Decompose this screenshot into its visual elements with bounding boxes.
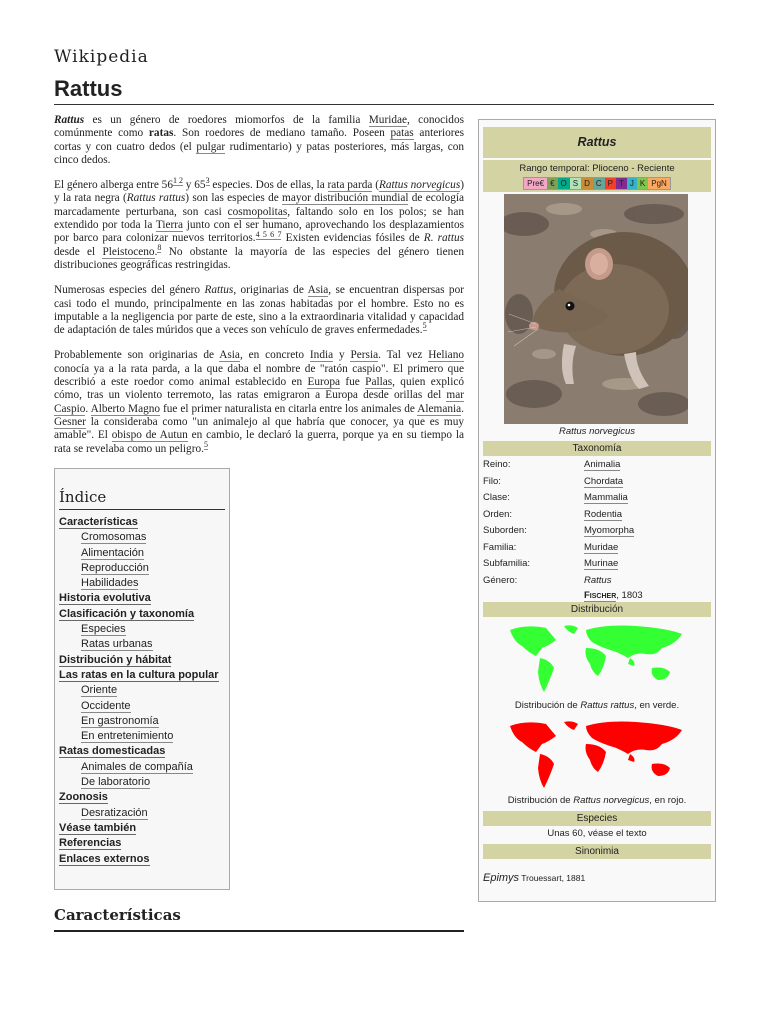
toc-item[interactable]: [81, 576, 225, 591]
link-gesner[interactable]: Gesner: [54, 415, 86, 428]
paragraph-origin: [54, 349, 464, 455]
link-persia[interactable]: Persia: [350, 349, 379, 362]
world-map-green: [506, 622, 688, 696]
toc-item-label: Distribución y hábitat: [59, 653, 172, 666]
section-heading-caracteristicas: Características: [54, 906, 464, 932]
text: Rattus norvegicus: [573, 795, 650, 806]
toc-item[interactable]: [59, 591, 225, 606]
toc-item-label: Cromosomas: [81, 531, 147, 544]
table-of-contents: [54, 468, 230, 890]
toc-item-label: En gastronomía: [81, 714, 159, 727]
toc-list: [59, 515, 225, 867]
toc-item-label: De laboratorio: [81, 776, 151, 789]
toc-item-label: Ratas urbanas: [81, 638, 153, 651]
page-title: Rattus: [54, 76, 123, 101]
ref-3[interactable]: 3: [205, 176, 210, 186]
taxonomy-rank: Género:: [483, 574, 518, 586]
text: , conocidos comúnmente como: [54, 114, 464, 140]
geologic-timescale: [523, 177, 671, 190]
text: Existen evidencias fósiles de: [281, 232, 424, 245]
text: fue el primer naturalista en citarla entre los animales de: [160, 402, 418, 415]
taxonomy-value[interactable]: Mammalia: [584, 492, 628, 503]
taxonomy-row: [483, 507, 711, 524]
text: Rattus norvegicus: [378, 179, 461, 192]
toc-item-label: Historia evolutiva: [59, 592, 151, 605]
link-rata-parda[interactable]: rata parda: [327, 179, 373, 192]
link-alberto-magno[interactable]: Alberto Magno: [90, 402, 161, 415]
rat-photo[interactable]: [504, 194, 688, 424]
ref-5b[interactable]: 5: [203, 439, 208, 449]
link-pleistoceno[interactable]: Pleistoceno: [102, 245, 155, 258]
toc-item[interactable]: [59, 653, 225, 668]
link-rattus-norvegicus[interactable]: [379, 179, 460, 192]
taxonomy-table: [483, 457, 711, 589]
text: No obstante la mayoría de las especies del género tienen distribuciones geográficas restringidas.: [54, 245, 464, 271]
ref-5[interactable]: 5: [422, 321, 427, 331]
paragraph-dispersion: [54, 284, 464, 337]
text: ) y la rata negra (: [54, 179, 464, 205]
synonym-author: Trouessart, 1881: [519, 873, 586, 883]
paragraph-species: [54, 176, 465, 272]
text: , originarias de: [233, 284, 308, 297]
term-rattus-rattus: Rattus rattus: [126, 192, 186, 205]
toc-item-label: Enlaces externos: [59, 852, 150, 865]
toc-item[interactable]: [59, 744, 225, 759]
infobox-title: Rattus: [483, 127, 711, 158]
text: Distribución de: [507, 795, 574, 806]
link-pallas[interactable]: Pallas: [365, 376, 393, 389]
toc-item-label: Ratas domesticadas: [59, 745, 166, 758]
taxonomy-value[interactable]: Myomorpha: [584, 525, 635, 536]
authority-name[interactable]: Fischer: [584, 590, 617, 601]
toc-item-label: Clasificación y taxonomía: [59, 607, 195, 620]
toc-item-label: Animales de compañía: [81, 760, 193, 773]
text: Rattus rattus: [580, 700, 635, 711]
toc-title: Índice: [59, 488, 225, 510]
text: Probablemente son originarias de: [54, 349, 220, 362]
text: . Tal vez: [378, 349, 429, 362]
text: rudimentario) y patas posteriores, más largas, con cinco dedos.: [54, 140, 465, 166]
infobox: [478, 119, 716, 902]
term-r-rattus: R. rattus: [423, 232, 465, 245]
toc-item[interactable]: [81, 729, 225, 744]
link-india[interactable]: India: [309, 349, 334, 362]
ref-8[interactable]: 8: [157, 242, 162, 252]
taxonomy-row: [483, 573, 711, 590]
text: junto con el ser humano, aprovechando los desplazamientos por barco para colonizar nuevos territorios.: [54, 219, 464, 245]
toc-item-label: Características: [59, 516, 138, 528]
synonym-name: Epimys: [483, 872, 520, 884]
toc-item[interactable]: [81, 699, 225, 714]
toc-item[interactable]: [81, 561, 225, 576]
text: especies. Dos de ellas, la: [209, 179, 328, 192]
link-distribucion[interactable]: mayor distribución mundial: [282, 192, 409, 205]
toc-item[interactable]: [59, 852, 225, 867]
toc-item[interactable]: [59, 836, 225, 851]
toc-item[interactable]: [81, 683, 225, 698]
timescale-segment[interactable]: PgN: [648, 178, 670, 189]
text: .: [154, 245, 158, 258]
species-text: Unas 60, véase el texto: [547, 828, 647, 839]
text: de ecología marcadamente perturbana, son casi: [54, 192, 464, 218]
text: conocía ya a la rata parda, a la que daba el nombre de "ratón caspio". El primero que describió a este roedor como animal establecido en: [54, 362, 464, 389]
link-asia[interactable]: Asia: [307, 284, 329, 297]
timescale-segment[interactable]: S: [570, 178, 581, 189]
toc-item[interactable]: [59, 668, 225, 683]
term-rattus: Rattus: [204, 284, 234, 297]
text: , quien explicó cómo, tras un violento terremoto, las ratas emigraron a Europa desde orillas del: [54, 376, 464, 402]
taxonomy-rank: Filo:: [483, 475, 501, 487]
taxonomy-row: [483, 523, 711, 540]
text: anteriores cortas y con cuatro dedos (el: [54, 127, 464, 153]
taxonomy-row: [483, 540, 711, 557]
species-heading: Especies: [483, 811, 711, 826]
text: y: [333, 349, 351, 362]
term-rattus: Rattus: [54, 114, 85, 126]
toc-item-label: Habilidades: [81, 577, 139, 590]
taxonomy-rank: Orden:: [483, 508, 513, 520]
toc-item[interactable]: [81, 775, 225, 790]
synonymy-heading: Sinonimia: [483, 844, 711, 859]
article-body: [54, 114, 464, 468]
link-muridae[interactable]: Muridae: [368, 114, 408, 126]
text: , en concreto: [239, 349, 310, 362]
text: la consideraba como "un animalejo al que habría que conocer, ya que es muy amable". El: [54, 415, 464, 442]
taxonomy-value[interactable]: Rodentia: [584, 508, 623, 520]
text: El género alberga entre 56: [54, 179, 173, 192]
text: .: [85, 402, 91, 415]
link-heliano[interactable]: Heliano: [428, 349, 464, 362]
toc-item-label: Las ratas en la cultura popular: [59, 668, 219, 681]
term-ratas: ratas: [148, 127, 174, 140]
timescale-segment[interactable]: K: [637, 178, 648, 189]
taxonomy-row: [483, 457, 711, 474]
temporal-range: [483, 160, 711, 192]
text: fue: [340, 376, 366, 389]
taxonomy-row: [483, 474, 711, 491]
authority-year: , 1803: [616, 590, 643, 601]
toc-item[interactable]: [81, 546, 225, 561]
toc-item[interactable]: [59, 790, 225, 805]
temporal-range-label: Rango temporal: Plioceno - Reciente: [519, 163, 675, 174]
toc-item-label: Referencias: [59, 837, 122, 850]
text: Distribución de: [514, 700, 581, 711]
text: . Son roedores de mediano tamaño. Poseen: [173, 127, 391, 140]
text: (: [372, 179, 379, 192]
toc-item-label: En entretenimiento: [81, 730, 174, 743]
ref-4-7[interactable]: 4 5 6 7: [255, 229, 282, 239]
link-pulgar[interactable]: pulgar: [196, 140, 226, 153]
taxonomy-row: [483, 490, 711, 507]
timescale-segment[interactable]: T: [616, 178, 627, 189]
toc-item-label: Zoonosis: [59, 791, 108, 804]
rat-photo-image: [504, 194, 688, 424]
map1-caption: [483, 700, 711, 711]
synonym-entry: [483, 872, 585, 884]
taxonomy-heading: Taxonomía: [483, 441, 711, 456]
photo-caption-text: Rattus norvegicus: [558, 426, 636, 437]
toc-item[interactable]: [81, 530, 225, 545]
timescale-segment[interactable]: D: [581, 178, 593, 189]
text: , en verde.: [634, 700, 680, 711]
logo-text: Wikipedia: [54, 47, 149, 67]
toc-item[interactable]: [59, 607, 225, 622]
toc-item[interactable]: [59, 821, 225, 836]
link-cosmopolitas[interactable]: cosmopolitas: [227, 205, 288, 218]
taxonomy-value[interactable]: Muridae: [584, 541, 619, 553]
taxonomy-rank: Subfamilia:: [483, 558, 530, 569]
timescale-segment[interactable]: €: [547, 178, 557, 189]
link-mar-caspio[interactable]: mar Caspio: [54, 389, 464, 415]
timescale-segment[interactable]: P: [605, 178, 616, 189]
toc-item[interactable]: [81, 637, 225, 652]
taxonomy-rank: Suborden:: [483, 525, 527, 536]
text: , faltando solo en los polos; se han extendido por toda la: [54, 205, 464, 232]
toc-item[interactable]: [59, 515, 225, 530]
taxonomy-rank: Clase:: [483, 492, 510, 503]
toc-item-label: Desratización: [81, 806, 148, 819]
toc-item-label: Véase también: [59, 821, 137, 834]
text: .: [461, 402, 464, 415]
toc-item-label: Especies: [81, 623, 126, 636]
taxonomy-rank: Familia:: [483, 541, 517, 553]
text: es un género de roedores miomorfos de la familia: [84, 114, 369, 126]
link-europa[interactable]: Europa: [307, 376, 341, 389]
ref-1-2[interactable]: 1 2: [172, 176, 183, 186]
toc-item[interactable]: [81, 622, 225, 637]
link-obispo-autun[interactable]: obispo de Autun: [111, 429, 188, 442]
toc-item[interactable]: [81, 714, 225, 729]
text: desde el: [54, 245, 103, 258]
taxonomy-value[interactable]: Murinae: [584, 558, 619, 569]
taxonomy-value[interactable]: Chordata: [584, 475, 624, 487]
toc-item[interactable]: [81, 760, 225, 775]
toc-item[interactable]: [81, 806, 225, 821]
timescale-segment[interactable]: Pre€: [524, 178, 547, 189]
map-rattus-norvegicus[interactable]: [506, 718, 688, 792]
link-alemania[interactable]: Alemania: [417, 402, 462, 415]
toc-item-label: Occidente: [81, 699, 131, 712]
taxonomy-row: [483, 556, 711, 573]
text: en cambio, le declaró la guerra, porque ya en su tiempo la rata se revelaba como un peligro.: [54, 429, 464, 455]
timescale-segment[interactable]: J: [627, 178, 637, 189]
toc-item-label: Reproducción: [81, 561, 149, 574]
wikipedia-logo[interactable]: [54, 47, 149, 67]
title-divider: [54, 104, 714, 105]
text: Numerosas especies del género: [54, 284, 205, 297]
world-map-red: [506, 718, 688, 792]
text: ) son las especies de: [185, 192, 283, 205]
taxonomy-value[interactable]: Rattus: [584, 574, 612, 586]
link-tierra[interactable]: Tierra: [155, 219, 184, 232]
timescale-segment[interactable]: O: [558, 178, 570, 189]
link-asia-2[interactable]: Asia: [219, 349, 240, 362]
link-patas[interactable]: patas: [390, 127, 414, 140]
photo-caption: [483, 426, 711, 437]
paragraph-intro: [54, 114, 464, 167]
taxonomy-rank: Reino:: [483, 459, 511, 470]
taxonomy-value[interactable]: Animalia: [584, 459, 621, 470]
distribution-heading: Distribución: [483, 602, 711, 617]
map-rattus-rattus[interactable]: [506, 622, 688, 696]
toc-item-label: Alimentación: [81, 546, 144, 559]
timescale-segment[interactable]: C: [593, 178, 605, 189]
toc-item-label: Oriente: [81, 684, 118, 697]
map2-caption: [483, 795, 711, 806]
text: y 65: [182, 179, 206, 192]
text: , se encuentran dispersas por casi todo el mundo, principalmente en las zonas habitadas por el hombre. Esto no es imputable a la negligencia por parte de este, sino a la extraordinaria vitalidad y capacidad de adaptación de tales múridos que a veces son vehículo de graves enfermedades.: [54, 284, 464, 337]
text: , en rojo.: [649, 795, 687, 806]
